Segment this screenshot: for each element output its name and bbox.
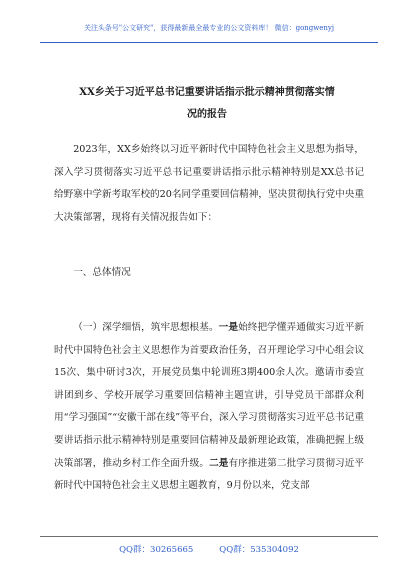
section-heading: 一、总体情况 [73,267,131,278]
document-title-line2: 况的报告 [187,109,227,120]
paragraph-intro: 2023年，XX乡始终以习近平新时代中国特色社会主义思想为指导，深入学习贯彻落实习近平总书记重要讲话指示批示精神特别是XX总书记给野寨中学新考取军校的20名同学重要回信精神，坚决贯彻执行党中央重大决策部署，现将有关情况报告如下： [54,144,364,223]
footer-qq-group-2: QQ群：535304092 [219,545,299,555]
footer-qq-group-1: QQ群：30265665 [119,545,194,555]
document-title [52,82,362,126]
emphasis-second: 二是 [209,457,229,469]
paragraph-section1 [54,317,364,498]
emphasis-first: 一是 [218,322,239,333]
paragraph-text-second: 有序推进第二批学习贯彻习近平新时代中国特色社会主义思想主题教育，9月份以来，党支部 [54,457,365,492]
footer [40,540,378,560]
document-title-line1: XX乡关于习近平总书记重要讲话指示批示精神贯彻落实情 [79,87,335,98]
header-divider [40,42,378,43]
footer-divider [40,536,378,537]
paragraph-lead: （一）深学细悟，筑牢思想根基。 [73,322,219,333]
paragraph-text-first: 始终把学懂弄通做实习近平新时代中国特色社会主义思想作为首要政治任务，召开理论学习中心组会议15次、集中研讨3次，开展党员集中轮训班3期400余人次。邀请市委宣讲团到乡、学校开展学习重要回信精神主题宣讲，引导党员干部群众利用“学习强国”“安徽干部在线”等平台，深入学习贯彻落实习近平总书记重要讲话指示批示精神特别是重要回信精神及最新理论政策，准确把握上级决策部署，推动乡村工作全面升级。 [54,322,365,469]
header-notice: 关注头条号"公文研究"，获得最新最全最专业的公文资料库！ 微信：gongwenyj [83,24,335,32]
